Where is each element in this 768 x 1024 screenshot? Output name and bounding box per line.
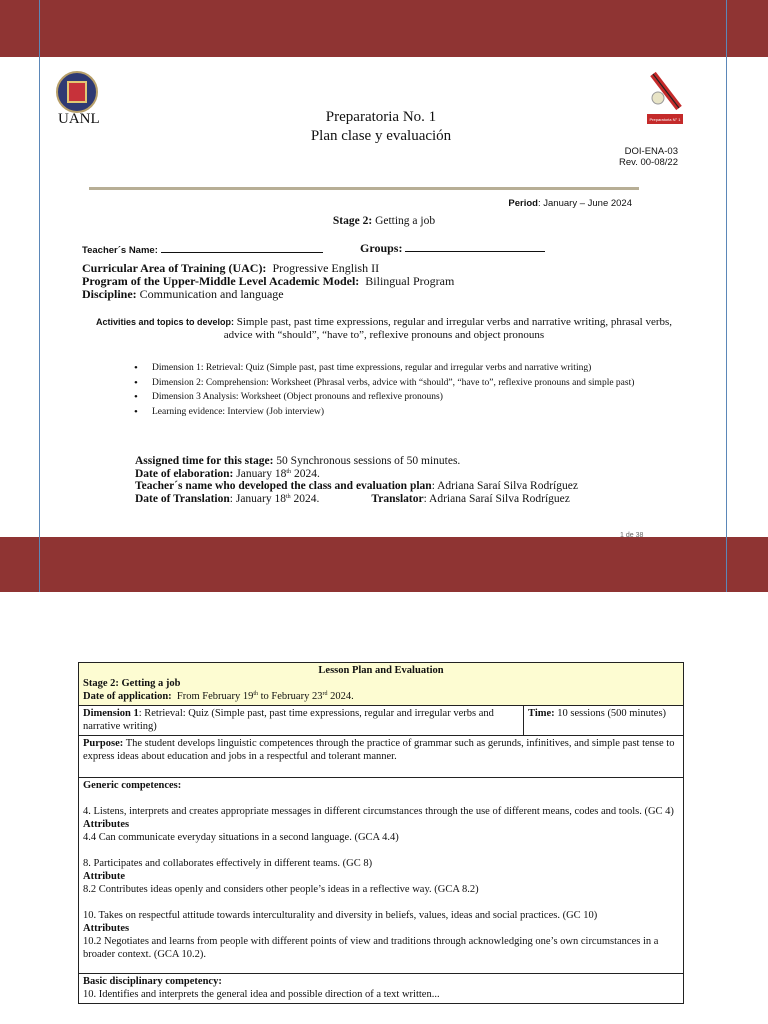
activities-topics: Activities and topics to develop: Simple past, past time expressions, regular and irregular verbs and narrative writing, phrasal verbs, advice with “should”, “have to”, reflexive pronouns and object pronouns — [95, 316, 673, 341]
header-band — [0, 0, 768, 57]
assigned-info: Assigned time for this stage: 50 Synchronous sessions of 50 minutes. Date of elaboration: January 18th 2024. Teacher´s name who developed the class and evaluation plan: Adriana Saraí Silva Rodríguez Date of Translation: January 18th 2024. Translator: Adriana Saraí Silva Rodríguez — [135, 455, 578, 505]
page-edge-right — [726, 0, 727, 592]
document-title: Preparatoria No. 1 Plan clase y evaluación — [310, 109, 452, 144]
list-item: • Dimension 1: Retrieval: Quiz (Simple past, past time expressions, regular and irregular verbs and narrative writing) — [134, 362, 682, 376]
list-item: • Learning evidence: Interview (Job interview) — [134, 406, 682, 420]
table-row: Dimension 1: Retrieval: Quiz (Simple past, past time expressions, regular and irregular verbs and narrative writing) Time: 10 sessions (500 minutes) — [79, 706, 684, 736]
table-row: Generic competences: 4. Listens, interprets and creates appropriate messages in different circumstances through the use of different means, codes and tools. (GC 4) Attributes 4.4 Can communicate everyday situations in a second language. (GCA 4.4) 8. Participates and collaborates effectively in different teams. (GC 8) Attribute 8.2 Contributes ideas openly and considers other people’s ideas in a reflective way. (GCA 8.2) 10. Takes on respectful attitude towards interculturality and diversity in beliefs, values, ideas and social practices. (GC 10) Attributes 10.2 Negotiates and learns from people with different points of view and traditions through acknowledging one’s own circumstances in a broader context. (GCA 10.2). — [79, 778, 684, 974]
dimension-list — [134, 362, 682, 420]
uanl-seal-icon — [56, 71, 98, 113]
preparatoria-logo-icon — [645, 70, 685, 126]
header-rule — [89, 187, 639, 190]
groups-field: Groups: — [360, 241, 545, 256]
table-row: Lesson Plan and Evaluation Stage 2: Getting a job Date of application: From February 19th to February 23rd 2024. — [79, 663, 684, 706]
lesson-plan-table — [78, 662, 684, 1004]
stage-title: Stage 2: Getting a job — [332, 215, 436, 227]
teacher-name-field: Teacher´s Name: — [82, 242, 323, 256]
svg-text:Preparatoria N° 1: Preparatoria N° 1 — [649, 117, 681, 122]
list-item: • Dimension 2: Comprehension: Worksheet (Phrasal verbs, advice with “should”, “have to”, reflexive pronouns and simple past) — [134, 377, 682, 391]
list-item: • Dimension 3 Analysis: Worksheet (Object pronouns and reflexive pronouns) — [134, 391, 682, 405]
info-uac: Curricular Area of Training (UAC): Progressive English II — [82, 261, 380, 275]
period: Period: January – June 2024 — [508, 198, 632, 209]
info-program: Program of the Upper-Middle Level Academic Model: Bilingual Program — [82, 274, 455, 288]
document-code: DOI-ENA-03 Rev. 00-08/22 — [619, 146, 678, 168]
footer-band — [0, 537, 768, 592]
info-discipline: Discipline: Communication and language — [82, 287, 284, 301]
table-row: Basic disciplinary competency: 10. Identifies and interprets the general idea and possible direction of a text written... — [79, 974, 684, 1004]
page-number: 1 de 38 — [620, 532, 644, 539]
table-row: Purpose: The student develops linguistic competences through the practice of grammar such as gerunds, infinitives, and simple past tense to express ideas about education and jobs in a respectful and tolerant manner. — [79, 736, 684, 778]
institution-name: UANL — [58, 111, 100, 127]
page-edge-left — [39, 0, 40, 592]
